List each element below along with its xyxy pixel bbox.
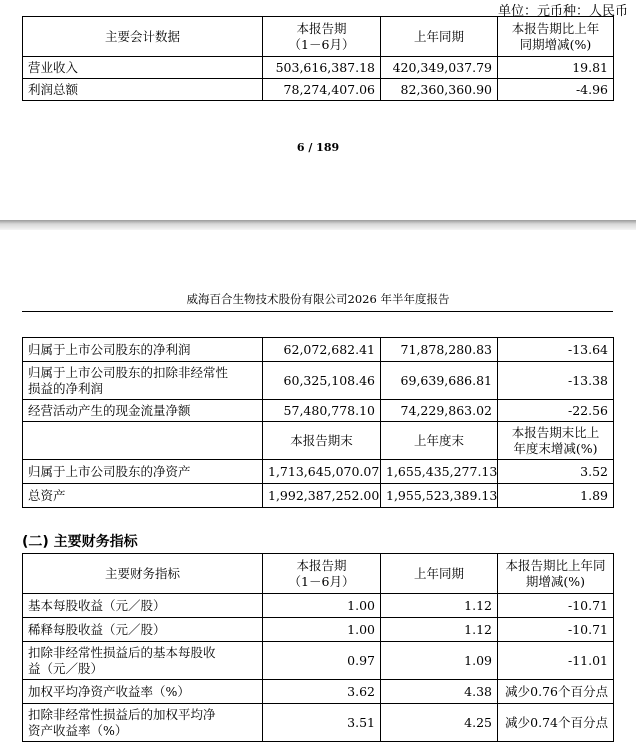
cell-value: 60,325,108.46	[263, 362, 381, 400]
row-label: 经营活动产生的现金流量净额	[23, 400, 263, 422]
cell-value: -10.71	[498, 618, 614, 642]
cell-value: 1.12	[381, 618, 498, 642]
document-header-title: 威海百合生物技术股份有限公司2026 年半年度报告	[186, 292, 450, 306]
table-row	[23, 704, 614, 742]
page-separator	[0, 220, 636, 230]
row-label: 加权平均净资产收益率（%）	[23, 680, 263, 704]
cell-value: -11.01	[498, 642, 614, 680]
cell-value: 503,616,387.18	[263, 57, 381, 79]
currency-unit-label: 单位：元币种：人民币	[497, 4, 628, 19]
table-subheader-row	[23, 422, 614, 460]
column-header	[23, 422, 263, 460]
key-accounting-data-table	[22, 16, 614, 101]
row-label: 扣除非经常性损益后的加权平均净 资产收益率（%）	[23, 704, 263, 742]
table-row	[23, 618, 614, 642]
cell-value: 3.51	[263, 704, 381, 742]
cell-value: 57,480,778.10	[263, 400, 381, 422]
column-header: 本报告期比上年同 期增减(%)	[498, 554, 614, 594]
table-row	[23, 57, 614, 79]
cell-value: -22.56	[498, 400, 614, 422]
cell-value: 1.89	[498, 484, 614, 508]
header-rule	[22, 311, 613, 312]
cell-value: 74,229,863.02	[381, 400, 498, 422]
cell-value: 1.00	[263, 594, 381, 618]
row-label: 总资产	[23, 484, 263, 508]
row-label: 稀释每股收益（元／股）	[23, 618, 263, 642]
column-header: 上年同期	[381, 17, 498, 57]
row-label: 利润总额	[23, 79, 263, 101]
cell-value: 69,639,686.81	[381, 362, 498, 400]
cell-value: 1,655,435,277.13	[381, 460, 498, 484]
row-label: 归属于上市公司股东的净利润	[23, 338, 263, 362]
cell-value: -13.64	[498, 338, 614, 362]
column-header: 本报告期 （1－6月）	[263, 554, 381, 594]
table-row	[23, 400, 614, 422]
key-financial-indicators-table	[22, 553, 614, 742]
cell-value: -10.71	[498, 594, 614, 618]
column-header: 本报告期 （1－6月）	[263, 17, 381, 57]
cell-value: 62,072,682.41	[263, 338, 381, 362]
cell-value: 减少0.74个百分点	[498, 704, 614, 742]
column-header: 上年度末	[381, 422, 498, 460]
table-row	[23, 460, 614, 484]
cell-value: 1.00	[263, 618, 381, 642]
cell-value: 减少0.76个百分点	[498, 680, 614, 704]
key-accounting-data-table-continued	[22, 337, 614, 508]
table-header-row	[23, 554, 614, 594]
section-title: (二) 主要财务指标	[22, 534, 138, 550]
cell-value: 78,274,407.06	[263, 79, 381, 101]
column-header: 主要会计数据	[23, 17, 263, 57]
row-label: 基本每股收益（元／股）	[23, 594, 263, 618]
cell-value: 1.12	[381, 594, 498, 618]
page-number: 6 / 189	[296, 141, 340, 154]
column-header: 上年同期	[381, 554, 498, 594]
table-row	[23, 680, 614, 704]
cell-value: 1,955,523,389.13	[381, 484, 498, 508]
table-row	[23, 338, 614, 362]
table-row	[23, 642, 614, 680]
cell-value: 420,349,037.79	[381, 57, 498, 79]
cell-value: 19.81	[498, 57, 614, 79]
cell-value: 4.25	[381, 704, 498, 742]
row-label: 营业收入	[23, 57, 263, 79]
table-header-row	[23, 17, 614, 57]
row-label: 扣除非经常性损益后的基本每股收 益（元／股）	[23, 642, 263, 680]
cell-value: 1.09	[381, 642, 498, 680]
cell-value: 1,713,645,070.07	[263, 460, 381, 484]
cell-value: 1,992,387,252.00	[263, 484, 381, 508]
column-header: 本报告期比上年 同期增减(%)	[498, 17, 614, 57]
cell-value: 71,878,280.83	[381, 338, 498, 362]
row-label: 归属于上市公司股东的净资产	[23, 460, 263, 484]
row-label: 归属于上市公司股东的扣除非经常性 损益的净利润	[23, 362, 263, 400]
table-row	[23, 79, 614, 101]
cell-value: -13.38	[498, 362, 614, 400]
cell-value: 0.97	[263, 642, 381, 680]
table-row	[23, 594, 614, 618]
table-row	[23, 362, 614, 400]
cell-value: -4.96	[498, 79, 614, 101]
column-header: 本报告期末	[263, 422, 381, 460]
cell-value: 4.38	[381, 680, 498, 704]
table-row	[23, 484, 614, 508]
column-header: 本报告期末比上 年度末增减(%)	[498, 422, 614, 460]
cell-value: 3.62	[263, 680, 381, 704]
column-header: 主要财务指标	[23, 554, 263, 594]
cell-value: 3.52	[498, 460, 614, 484]
cell-value: 82,360,360.90	[381, 79, 498, 101]
